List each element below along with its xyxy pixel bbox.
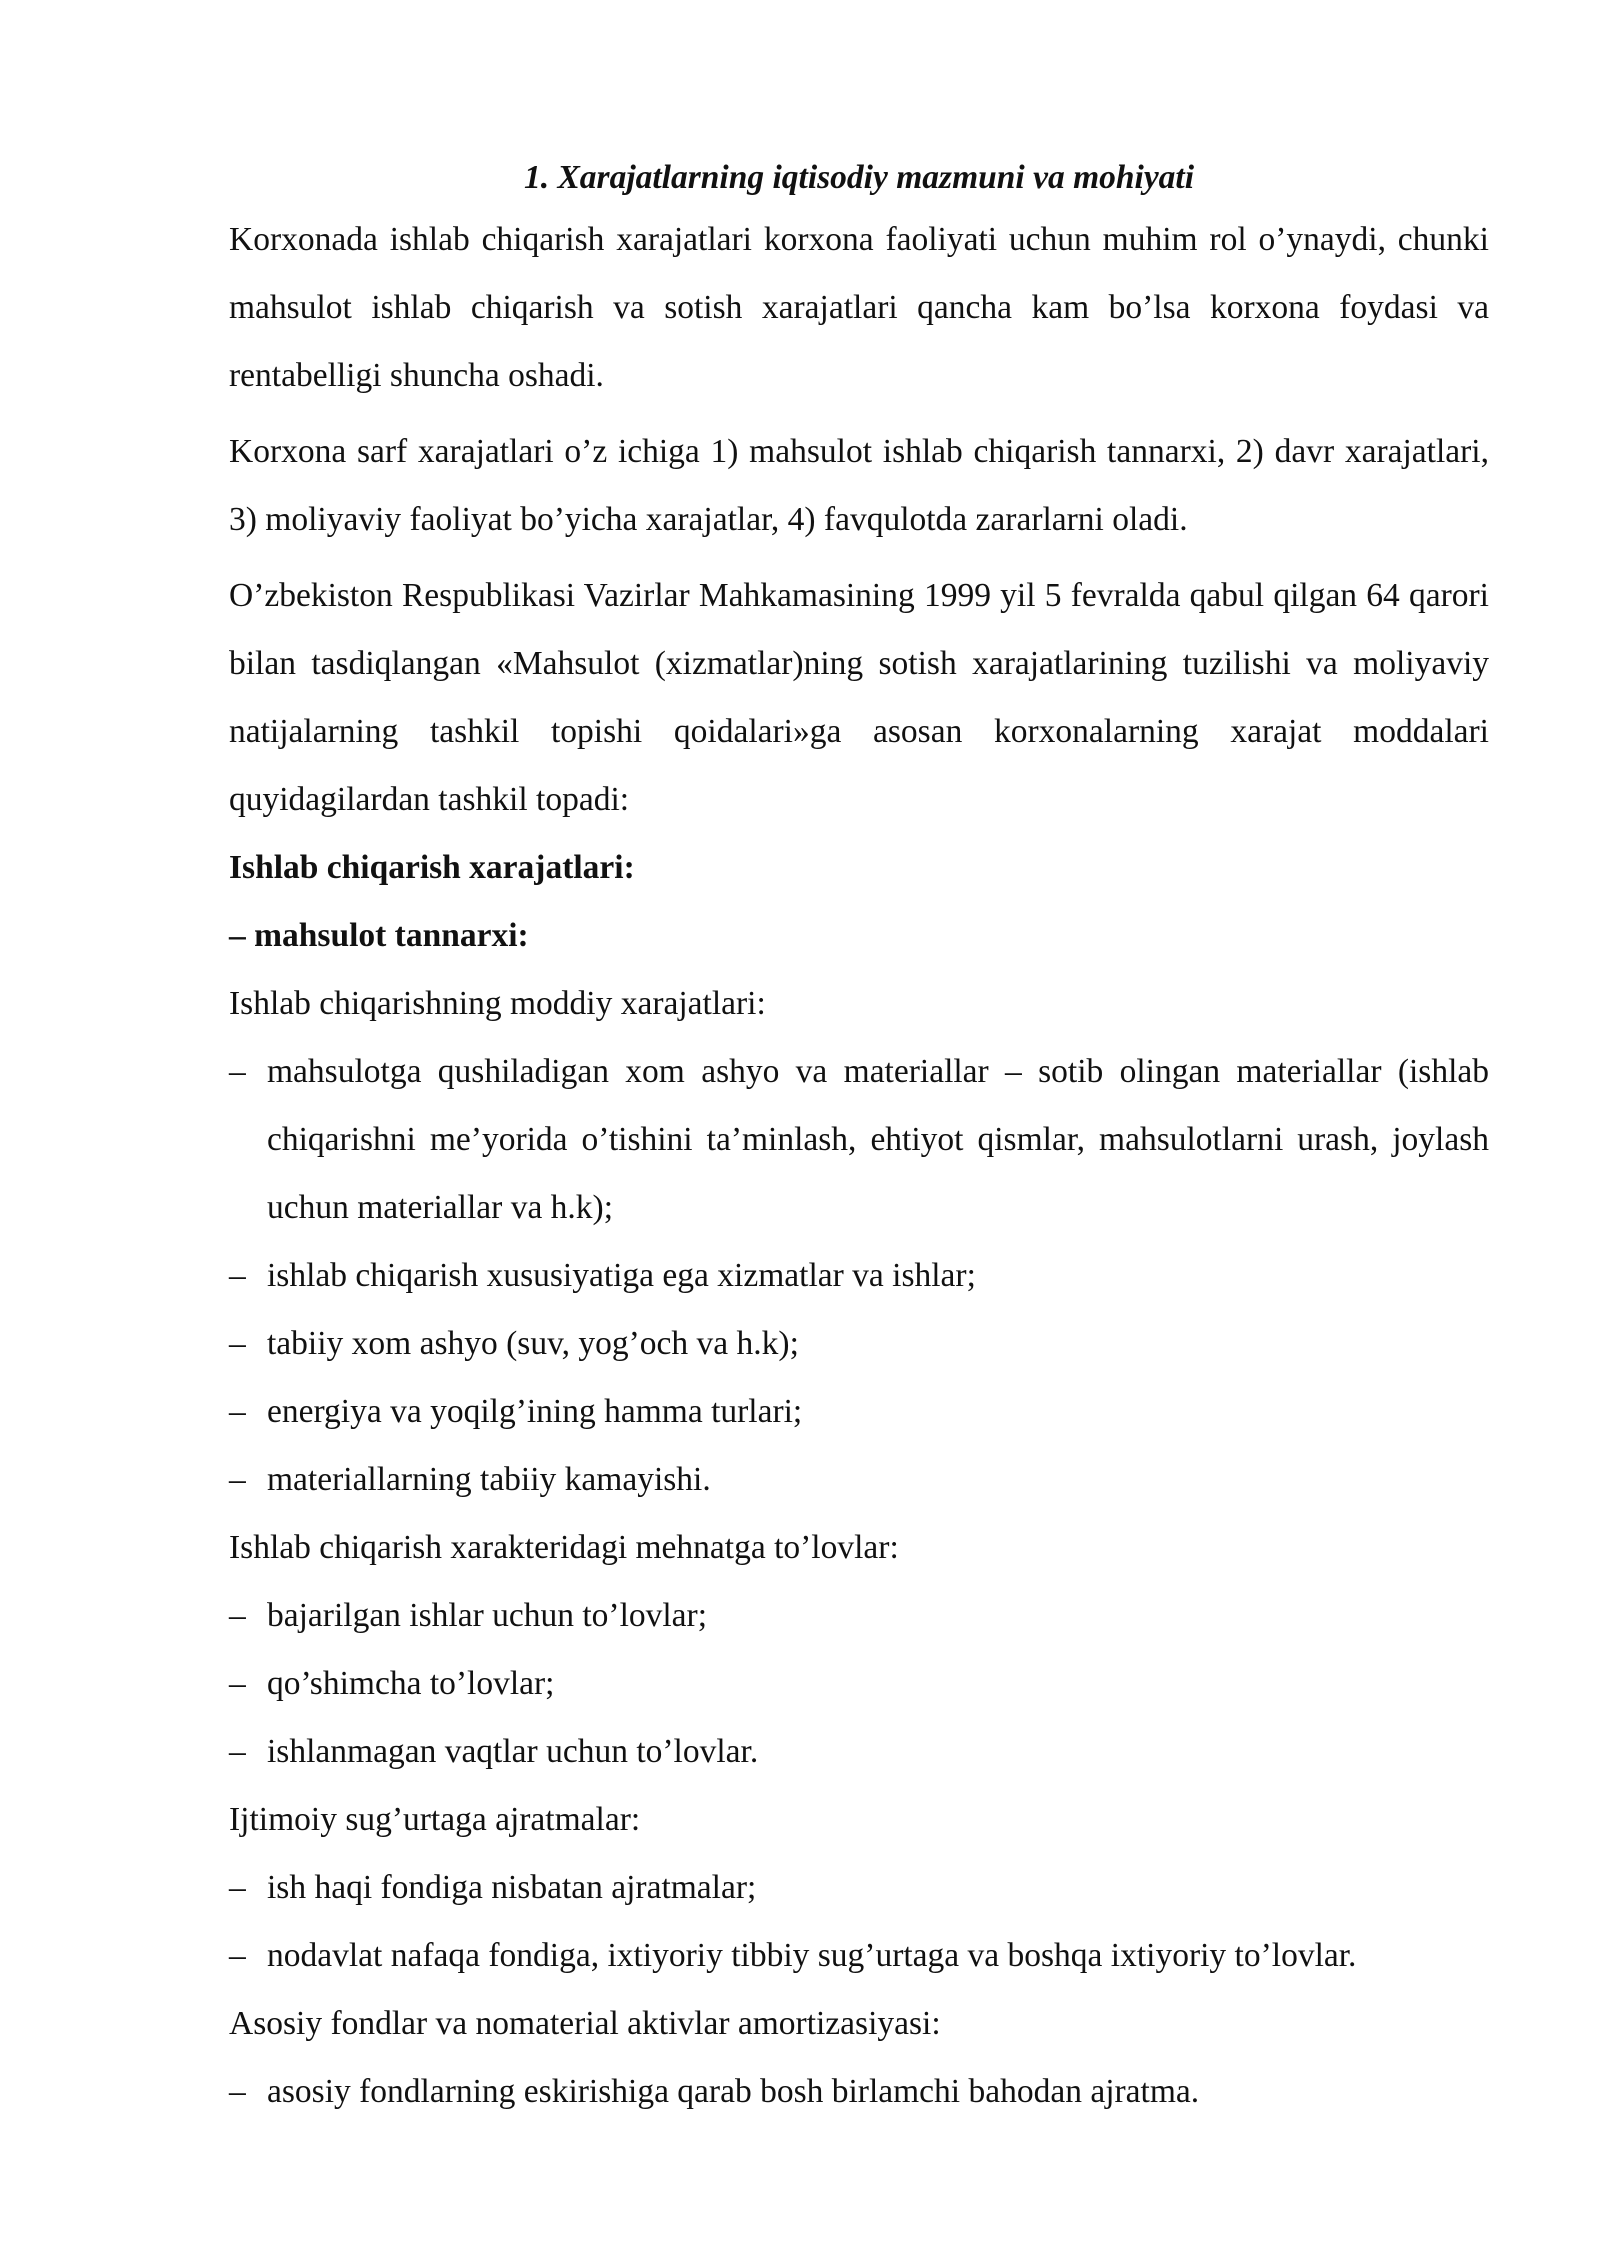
list-item-text: tabiiy xom ashyo (suv, yog’och va h.k);	[267, 1325, 799, 1362]
list-item	[229, 1718, 1489, 1786]
dash-bullet: –	[229, 1937, 246, 1974]
dash-bullet: –	[229, 1665, 246, 1702]
list-item	[229, 1854, 1489, 1922]
list-item-text: materiallarning tabiiy kamayishi.	[267, 1461, 711, 1498]
list-item-text: bajarilgan ishlar uchun to’lovlar;	[267, 1597, 708, 1634]
list-item	[229, 2058, 1489, 2126]
list-item	[229, 1922, 1489, 1990]
dash-bullet: –	[229, 1257, 246, 1294]
list-item	[229, 1242, 1489, 1310]
dash-bullet: –	[229, 1869, 246, 1906]
list-item-text: ishlanmagan vaqtlar uchun to’lovlar.	[267, 1733, 759, 1770]
document-page	[229, 150, 1489, 2126]
list-item-text: mahsulotga qushiladigan xom ashyo va materiallar – sotib olingan materiallar (ishlab chiqarishni me’yorida o’tishini ta’minlash, ehtiyot qismlar, mahsulotlarni urash, joylash uchun materiallar va h.k);	[267, 1053, 1489, 1226]
label-amortization: Asosiy fondlar va nomaterial aktivlar amortizasiyasi:	[229, 2005, 941, 2042]
list-item	[229, 1446, 1489, 1514]
list-item-text: nodavlat nafaqa fondiga, ixtiyoriy tibbiy sug’urtaga va boshqa ixtiyoriy to’lovlar.	[267, 1937, 1357, 1974]
dash-bullet: –	[229, 1053, 246, 1090]
label-labor-payments: Ishlab chiqarish xarakteridagi mehnatga to’lovlar:	[229, 1529, 899, 1566]
list-item	[229, 1310, 1489, 1378]
dash-bullet: –	[229, 1597, 246, 1634]
dash-bullet: –	[229, 1733, 246, 1770]
label-social-insurance: Ijtimoiy sug’urtaga ajratmalar:	[229, 1801, 641, 1838]
dash-bullet: –	[229, 2073, 246, 2110]
label-material-costs: Ishlab chiqarishning moddiy xarajatlari:	[229, 985, 766, 1022]
section-title: 1. Xarajatlarning iqtisodiy mazmuni va mohiyati	[523, 159, 1195, 196]
list-item	[229, 1582, 1489, 1650]
list-item-text: energiya va yoqilg’ining hamma turlari;	[267, 1393, 803, 1430]
heading-production-costs: Ishlab chiqarish xarajatlari:	[229, 849, 635, 886]
list-item-text: qo’shimcha to’lovlar;	[267, 1665, 555, 1702]
dash-bullet: –	[229, 1461, 246, 1498]
paragraph-cost-composition: Korxona sarf xarajatlari o’z ichiga 1) mahsulot ishlab chiqarish tannarxi, 2) davr xarajatlari, 3) moliyaviy faoliyat bo’yicha xarajatlar, 4) favqulotda zararlarni oladi.	[229, 433, 1489, 538]
list-item-text: asosiy fondlarning eskirishiga qarab bosh birlamchi bahodan ajratma.	[267, 2073, 1200, 2110]
heading-cost-price: – mahsulot tannarxi:	[229, 917, 529, 954]
paragraph-intro: Korxonada ishlab chiqarish xarajatlari korxona faoliyati uchun muhim rol o’ynaydi, chunki mahsulot ishlab chiqarish va sotish xarajatlari qancha kam bo’lsa korxona foydasi va rentabelligi shuncha oshadi.	[229, 221, 1489, 394]
paragraph-regulation: O’zbekiston Respublikasi Vazirlar Mahkamasining 1999 yil 5 fevralda qabul qilgan 64 qarori bilan tasdiqlangan «Mahsulot (xizmatlar)ning sotish xarajatlarining tuzilishi va moliyaviy natijalarning tashkil topishi qoidalari»ga asosan korxonalarning xarajat moddalari quyidagilardan tashkil topadi:	[229, 577, 1489, 818]
dash-bullet: –	[229, 1325, 246, 1362]
list-item-text: ish haqi fondiga nisbatan ajratmalar;	[267, 1869, 757, 1906]
list-item-text: ishlab chiqarish xususiyatiga ega xizmatlar va ishlar;	[267, 1257, 976, 1294]
list-item	[229, 1378, 1489, 1446]
list-item	[229, 1038, 1489, 1242]
list-item	[229, 1650, 1489, 1718]
dash-bullet: –	[229, 1393, 246, 1430]
